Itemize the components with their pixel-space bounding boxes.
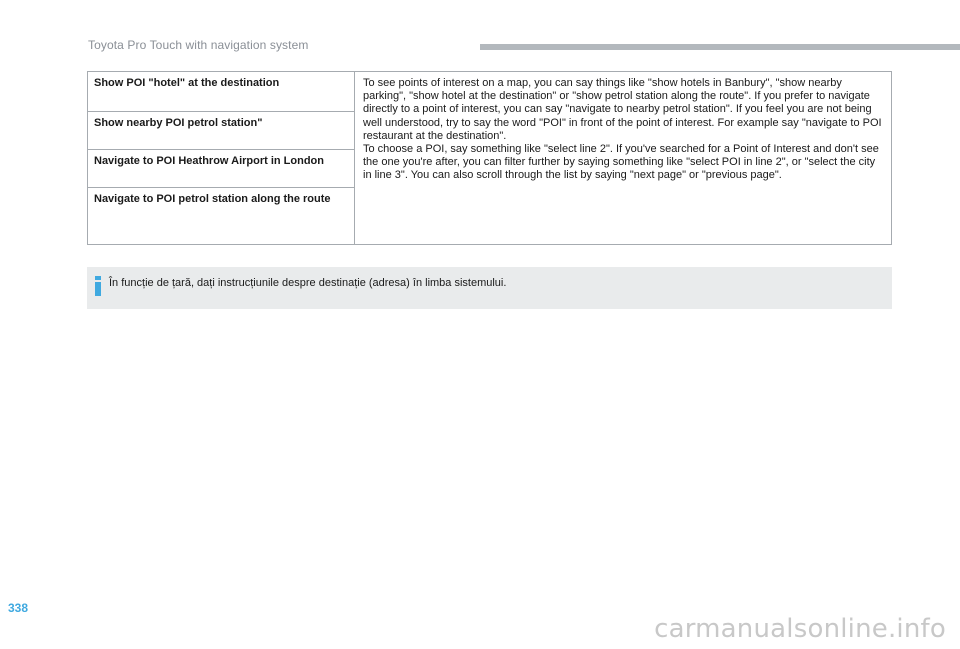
page-number: 338 (8, 601, 29, 615)
command-cell: Navigate to POI Heathrow Airport in London (88, 150, 354, 188)
info-icon (95, 276, 101, 296)
header-bar (480, 44, 960, 50)
watermark: carmanualsonline.info (654, 614, 946, 644)
note-text: În funcție de țară, dați instrucțiunile despre destinație (adresa) în limba sistemului. (109, 277, 507, 289)
command-description (355, 72, 891, 244)
voice-command-table (87, 71, 892, 245)
info-note (87, 267, 892, 309)
command-column (88, 72, 355, 244)
command-cell: Show nearby POI petrol station" (88, 112, 354, 150)
description-text: To see points of interest on a map, you can say things like "show hotels in Banbury", "show nearby parking", "show hotel at the destination" or "show petrol station along the route". If you prefer to navigate directly to a point of interest, you can say "navigate to nearby petrol station". If you feel you are not being well understood, try to say the word "POI" in front of the point of interest. For example say "navigate to POI restaurant at the destination". To choose a POI, say something like "select line 2". If you've searched for a Point of Interest and don't see the one you're after, you can filter further by saying something like "select POI in line 2", or "select the city in line 3". You can also scroll through the list by saying "next page" or "previous page". (363, 77, 882, 182)
command-cell: Navigate to POI petrol station along the route (94, 193, 331, 205)
command-cell: Show POI "hotel" at the destination (88, 72, 354, 112)
header-title: Toyota Pro Touch with navigation system (88, 38, 309, 52)
